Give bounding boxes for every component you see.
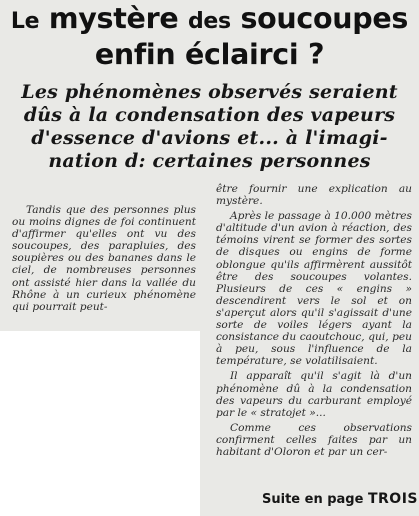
article-column-left xyxy=(12,204,196,316)
headline-word: mystère xyxy=(48,2,179,35)
article-paragraph: être fournir une explication au mystère. xyxy=(216,183,412,208)
article-column-right xyxy=(216,183,412,461)
headline-word: Le xyxy=(10,9,40,34)
article-paragraph: Il apparaît qu'il s'agit là d'un phénomène dû à la condensation des vapeurs du carburant employé par le « stratojet »... xyxy=(216,370,412,419)
headline-line-2: enfin éclairci ? xyxy=(94,38,325,71)
article-paragraph: Après le passage à 10.000 mètres d'altitude d'un avion à réaction, des témoins virent se former des sortes de disques ou engins de forme oblongue qu'ils affirmèrent aussitôt être des soucoupes volantes. Plusieurs de ces « engins » descendirent vers le sol et on s'aperçut alors qu'il s'agissait d'une sorte de voiles légers ayant la consistance du caoutchouc, qui, peu à peu, sous l'influence de la température, se volatilisaient. xyxy=(216,210,412,368)
subheadline-line: nation d: certaines personnes xyxy=(48,150,371,172)
subheadline-line: dûs à la condensation des vapeurs xyxy=(23,104,396,126)
headline xyxy=(0,2,419,71)
subheadline-line: d'essence d'avions et... à l'imagi- xyxy=(31,127,388,149)
headline-line-1 xyxy=(0,2,419,38)
continuation-notice xyxy=(262,491,418,507)
article-paragraph: Comme ces observations confirment celles faites par un habitant d'Oloron et par un cer- xyxy=(216,421,412,458)
headline-word: soucoupes xyxy=(240,2,409,35)
continuation-page: TROIS xyxy=(367,491,418,507)
subheadline xyxy=(4,81,415,173)
subheadline-line: Les phénomènes observés seraient xyxy=(21,81,398,103)
article-paragraph: Tandis que des personnes plus ou moins dignes de foi continuent d'affirmer qu'elles ont vu des soucoupes, des parapluies, des soupières ou des bananes dans le ciel, de nombreuses personnes ont assisté hier dans la vallée du Rhône à un curieux phénomène qui pourrait peut- xyxy=(12,204,196,313)
continuation-label: Suite en page xyxy=(262,492,364,507)
headline-word: des xyxy=(187,9,231,34)
clipping-cutout-area xyxy=(0,331,200,516)
